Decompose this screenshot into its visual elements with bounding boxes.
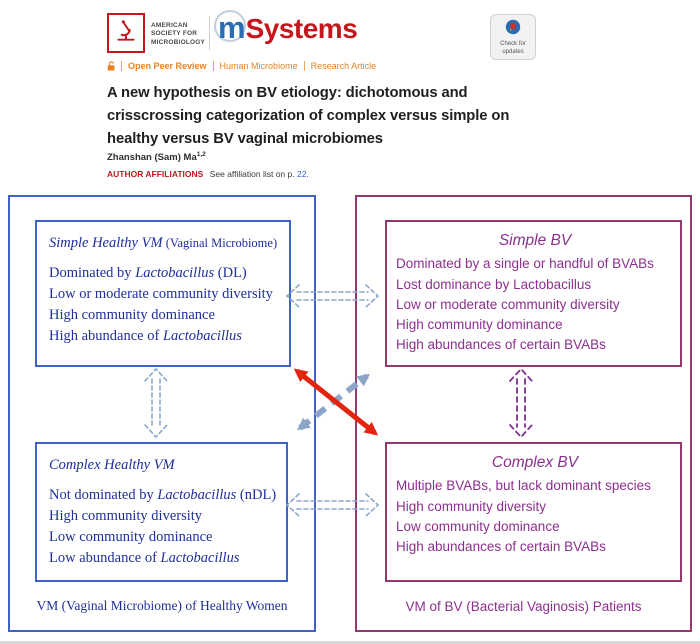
simple-bv-title: Simple BV xyxy=(498,232,572,249)
complex-bv-line-2: High community diversity xyxy=(396,498,547,514)
affiliations-period: . xyxy=(306,169,309,179)
author-name-text: Zhanshan (Sam) Ma xyxy=(107,152,197,164)
simple-healthy-line-3: High community dominance xyxy=(49,307,215,324)
bv-group-label: VM of BV (Bacterial Vaginosis) Patients xyxy=(405,599,642,614)
healthy-vm-group-box xyxy=(8,195,316,632)
msystems-logo[interactable] xyxy=(218,12,357,43)
journal-logo-systems: Systems xyxy=(245,13,358,44)
complex-healthy-line-2: High community diversity xyxy=(49,508,203,525)
crossmark-icon xyxy=(505,19,521,40)
simple-bv-line-2: Lost dominance by Lactobacillus xyxy=(396,276,592,292)
bv-group-box xyxy=(355,195,692,632)
complex-bv-box xyxy=(385,442,682,582)
article-title: A new hypothesis on BV etiology: dichotomous and crisscrossing categorization of complex versus simple on healthy versus BV vaginal microbiomes xyxy=(107,85,510,147)
complex-healthy-vm-box xyxy=(35,442,288,582)
simple-healthy-line-4: High abundance of Lactobacillus xyxy=(49,328,242,345)
simple-bv-line-1: Dominated by a single or handful of BVABs xyxy=(396,256,654,272)
simple-healthy-title-italic: Simple Healthy VM xyxy=(49,235,163,251)
complex-healthy-title xyxy=(49,455,280,476)
complex-healthy-line-4: Low abundance of Lactobacillus xyxy=(49,550,240,567)
journal-logo-m: m xyxy=(218,10,246,45)
open-access-icon xyxy=(107,60,116,72)
simple-healthy-vm-box xyxy=(35,220,291,367)
asm-logo[interactable] xyxy=(107,13,145,53)
asm-society-name: AMERICAN SOCIETY FOR MICROBIOLOGY xyxy=(151,22,206,46)
check-updates-label-line1: Check for xyxy=(500,40,526,47)
complex-bv-line-3: Low community dominance xyxy=(396,518,560,534)
simple-bv-box xyxy=(385,220,682,367)
complex-bv-line-4: High abundances of certain BVABs xyxy=(396,539,606,554)
simple-healthy-title-suffix: (Vaginal Microbiome) xyxy=(162,236,278,250)
simple-healthy-title xyxy=(49,233,283,254)
simple-bv-line-3: Low or moderate community diversity xyxy=(396,296,620,312)
brand-divider xyxy=(209,16,210,50)
simple-bv-line-5: High abundances of certain BVABs xyxy=(396,337,606,353)
meta-open-peer-review: Open Peer Review xyxy=(121,61,213,71)
complex-bv-line-1: Multiple BVABs, but lack dominant species xyxy=(396,478,651,494)
affiliations-text: See affiliation list on p. xyxy=(209,169,295,179)
affiliations-label: AUTHOR AFFILIATIONS xyxy=(107,169,204,179)
author-name xyxy=(107,151,206,163)
microscope-icon xyxy=(113,17,139,50)
healthy-group-label: VM (Vaginal Microbiome) of Healthy Women xyxy=(36,598,288,613)
affiliation-page-link[interactable]: 22 xyxy=(296,169,307,179)
simple-healthy-line-1: Dominated by Lactobacillus (DL) xyxy=(49,265,247,282)
simple-healthy-line-2: Low or moderate community diversity xyxy=(49,286,273,303)
check-for-updates-badge[interactable] xyxy=(490,14,536,60)
meta-research-article: Research Article xyxy=(304,61,383,71)
complex-healthy-line-1: Not dominated by Lactobacillus (nDL) xyxy=(49,487,277,504)
simple-bv-line-4: High community dominance xyxy=(396,317,563,332)
meta-human-microbiome: Human Microbiome xyxy=(213,61,304,71)
complex-healthy-line-3: Low community dominance xyxy=(49,529,213,546)
article-meta-row xyxy=(107,60,382,72)
check-updates-label-line2: updates xyxy=(502,48,524,55)
complex-bv-title: Complex BV xyxy=(491,454,579,471)
author-superscript: 1,2 xyxy=(196,151,206,158)
author-affiliations-line xyxy=(107,169,309,179)
complex-healthy-title-italic: Complex Healthy VM xyxy=(49,457,175,473)
